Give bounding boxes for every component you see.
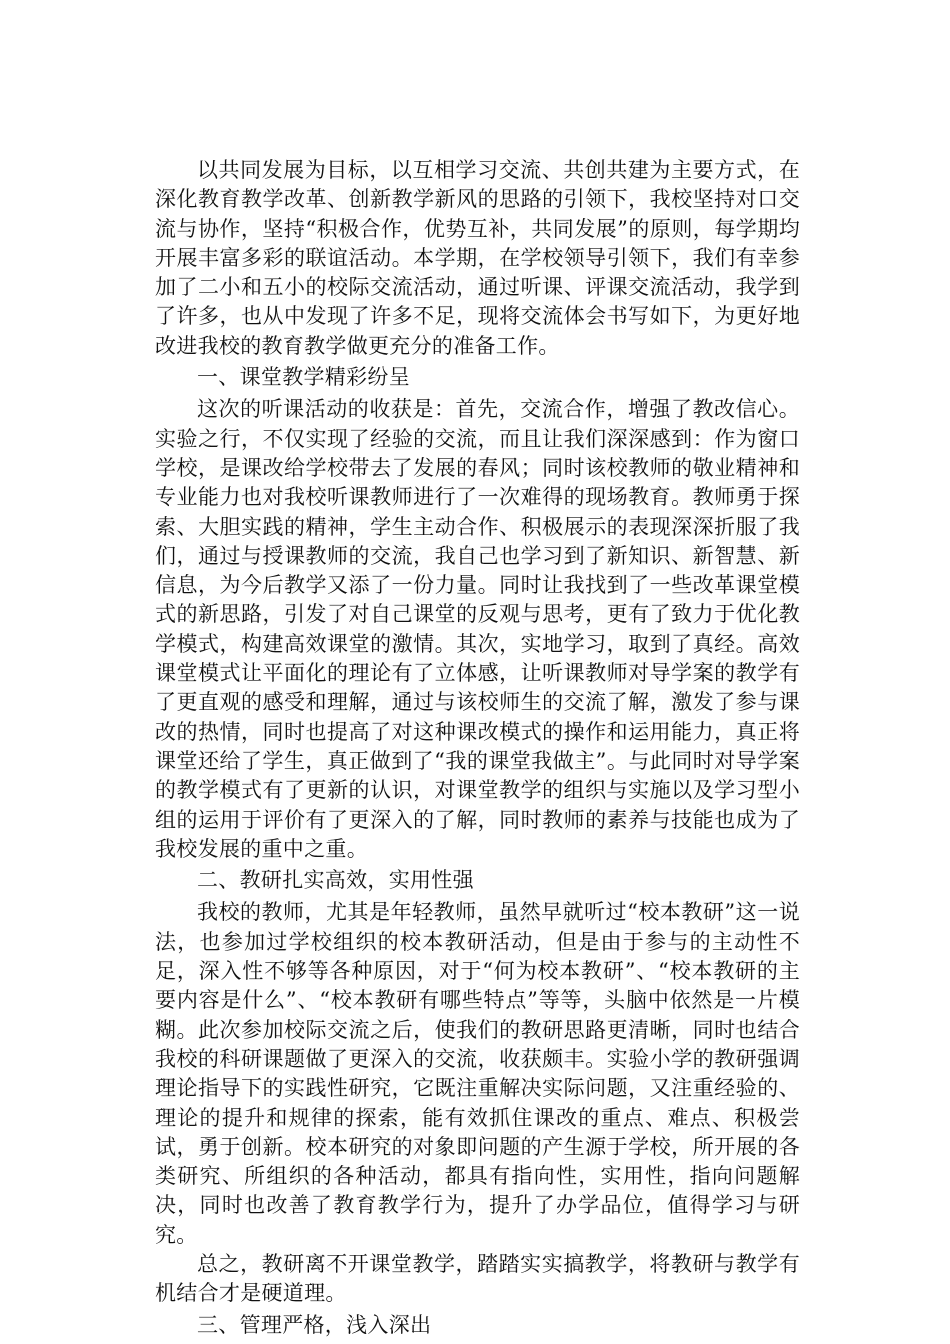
document-page [155, 156, 800, 1343]
intro-paragraph: 以共同发展为目标，以互相学习交流、共创共建为主要方式，在深化教育教学改革、创新教学新风的思路的引领下，我校坚持对口交流与协作，坚持“积极合作，优势互补，共同发展”的原则，每学期均开展丰富多彩的联谊活动。本学期，在学校领导引领下，我们有幸参加了二小和五小的校际交流活动，通过听课、评课交流活动，我学到了许多，也从中发现了许多不足，现将交流体会书写如下，为更好地改进我校的教育教学做更充分的准备工作。 [155, 158, 800, 358]
section-2-paragraph: 我校的教师，尤其是年轻教师，虽然早就听过“校本教研”这一说法，也参加过学校组织的校本教研活动，但是由于参与的主动性不足，深入性不够等各种原因，对于“何为校本教研”、“校本教研的主要内容是什么”、“校本教研有哪些特点”等等，头脑中依然是一片模糊。此次参加校际交流之后，使我们的教研思路更清晰，同时也结合我校的科研课题做了更深入的交流，收获颇丰。实验小学的教研强调理论指导下的实践性研究，它既注重解决实际问题，又注重经验的、理论的提升和规律的探索，能有效抓住课改的重点、难点、积极尝试，勇于创新。校本研究的对象即问题的产生源于学校，所开展的各类研究、所组织的各种活动，都具有指向性，实用性，指向问题解决，同时也改善了教育教学行为，提升了办学品位，值得学习与研究。 [155, 900, 800, 1247]
summary-paragraph: 总之，教研离不开课堂教学，踏踏实实搞教学，将教研与教学有机结合才是硬道理。 [155, 1251, 800, 1306]
section-heading-3: 三、管理严格，浅入深出 [197, 1312, 432, 1337]
section-heading-1: 一、课堂教学精彩纷呈 [197, 365, 410, 390]
section-1-paragraph: 这次的听课活动的收获是：首先，交流合作，增强了教改信心。实验之行，不仅实现了经验的交流，而且让我们深深感到：作为窗口学校，是课改给学校带去了发展的春风；同时该校教师的敬业精神和专业能力也对我校听课教师进行了一次难得的现场教育。教师勇于探索、大胆实践的精神，学生主动合作、积极展示的表现深深折服了我们，通过与授课教师的交流，我自己也学习到了新知识、新智慧、新信息，为今后教学又添了一份力量。同时让我找到了一些改革课堂模式的新思路，引发了对自己课堂的反观与思考，更有了致力于优化教学模式，构建高效课堂的激情。其次，实地学习，取到了真经。高效课堂模式让平面化的理论有了立体感，让听课教师对导学案的教学有了更直观的感受和理解，通过与该校师生的交流了解，激发了参与课改的热情，同时也提高了对这种课改模式的操作和运用能力，真正将课堂还给了学生，真正做到了“我的课堂我做主”。与此同时对导学案的教学模式有了更新的认识，对课堂教学的组织与实施以及学习型小组的运用于评价有了更深入的了解，同时教师的素养与技能也成为了我校发展的重中之重。 [155, 397, 800, 861]
section-heading-2: 二、教研扎实高效，实用性强 [197, 868, 474, 893]
